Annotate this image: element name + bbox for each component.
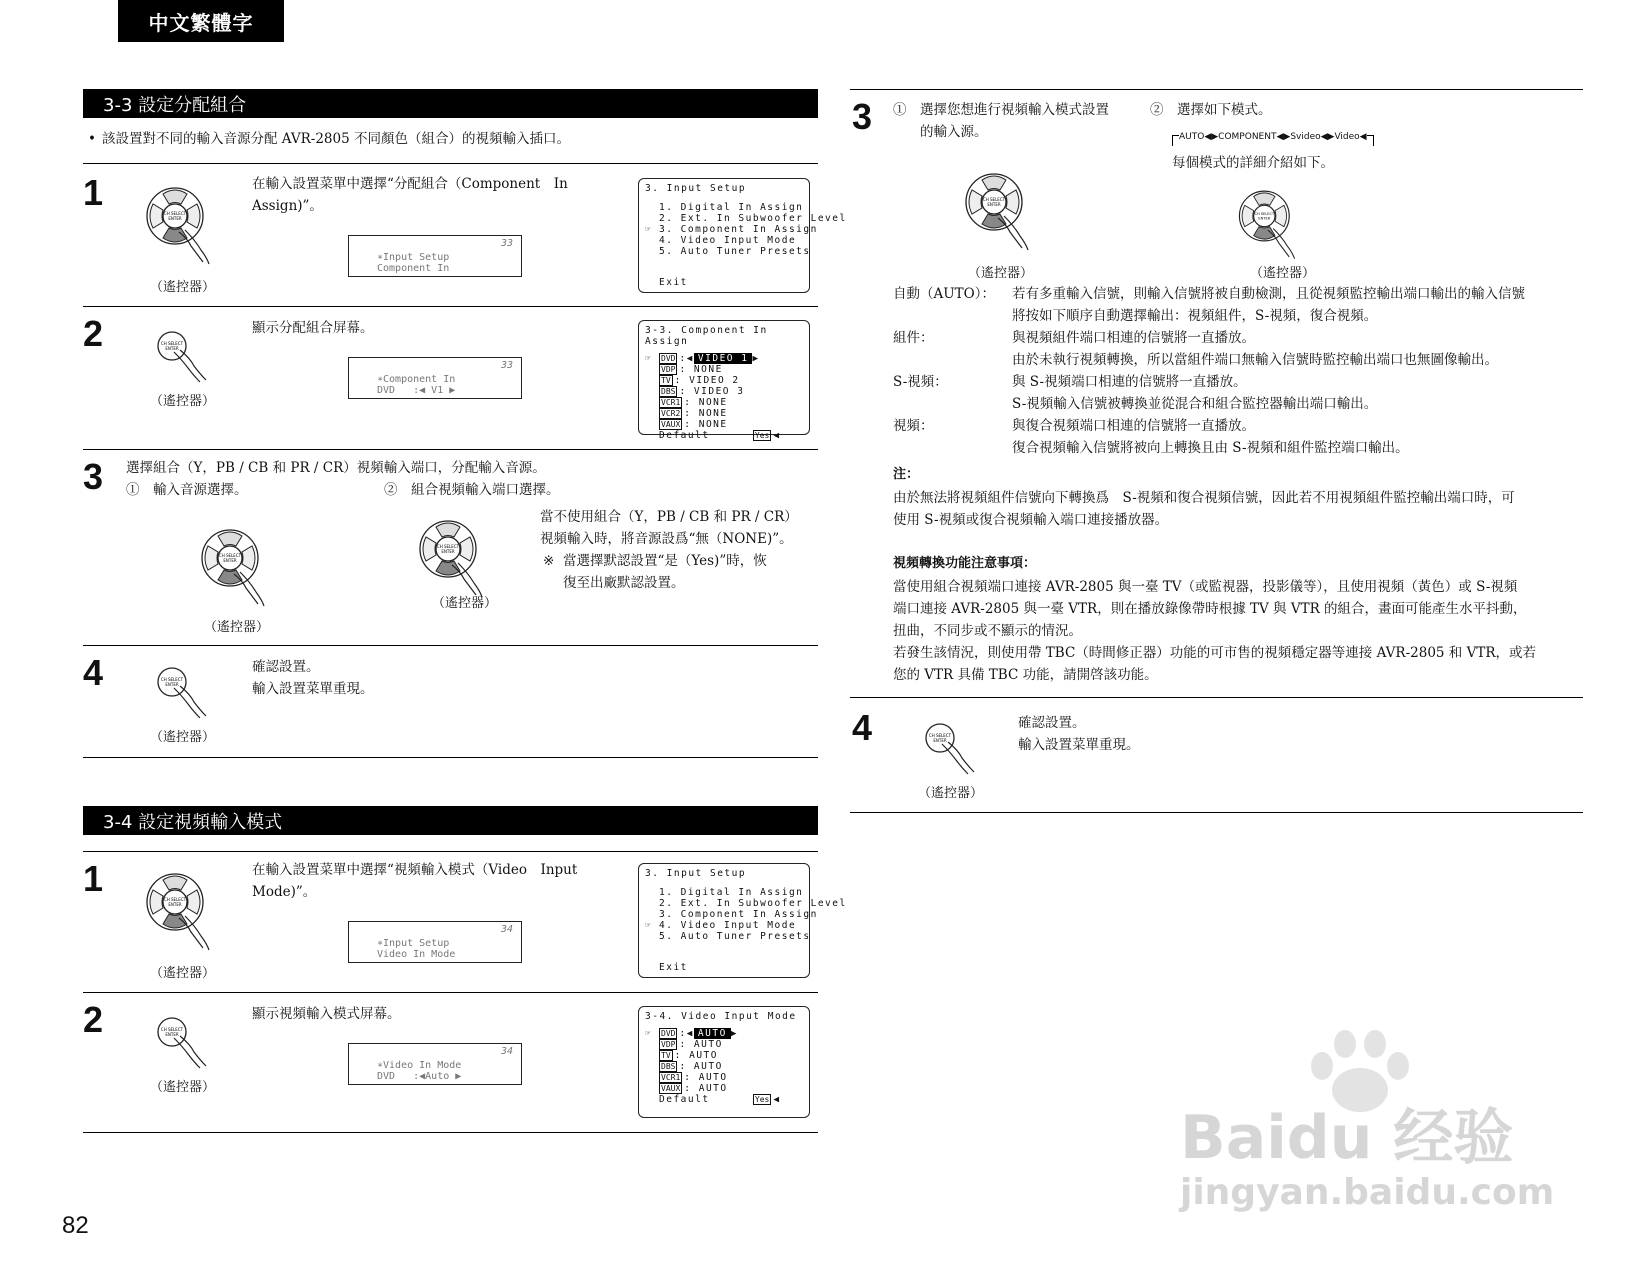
osd-row: VAUX : AUTO	[661, 1083, 728, 1094]
osd-value: AUTO	[698, 1083, 728, 1094]
mode-cycle-diagram: AUTO ◀▶ COMPONENT ◀▶ Svideo ◀▶ Video ◀	[1172, 130, 1374, 144]
remote-caption: （遙控器）	[1250, 266, 1316, 281]
source-box: DVD	[661, 354, 676, 363]
display-line: Video In Mode	[377, 949, 456, 960]
osd-item: 5. Auto Tuner Presets	[659, 246, 811, 257]
divider	[850, 697, 1583, 698]
osd-item: 3. Component In Assign	[659, 909, 818, 920]
divider	[83, 163, 818, 164]
osd-row: DBS : AUTO	[661, 1061, 723, 1072]
osd-default: Default Yes ◀	[659, 430, 781, 441]
remote-caption: （遙控器）	[968, 266, 1034, 281]
divider	[83, 306, 818, 307]
source-box: VAUX	[661, 420, 681, 429]
remote-dpad-icon	[143, 866, 213, 956]
osd-video-input-mode	[638, 1006, 810, 1118]
display-number: 34	[500, 924, 513, 935]
osd-row: ☞ DVD :◀ AUTO ▶	[645, 1028, 739, 1039]
divider	[850, 812, 1583, 813]
step-text: 顯示分配組合屏幕。	[252, 320, 374, 336]
sub-step: ② 選擇如下模式。	[1150, 102, 1272, 118]
remote-dpad-icon	[962, 166, 1032, 256]
source-box: DBS	[661, 1062, 676, 1071]
osd-value: AUTO	[698, 1072, 728, 1083]
bullet-dot: •	[88, 131, 96, 147]
pointer-hand-icon: ☞	[645, 224, 653, 235]
language-tab: 中文繁體字	[118, 0, 284, 42]
step-text: 在輸入設置菜單中選擇“視頻輸入模式（Video Input Mode)”。	[252, 862, 578, 900]
osd-row: VDP : AUTO	[661, 1039, 723, 1050]
osd-menu-input-setup	[638, 863, 847, 978]
divider	[83, 992, 818, 993]
osd-title: 3. Input Setup	[645, 183, 747, 194]
step-number: 1	[83, 858, 104, 899]
page-number: 82	[62, 1212, 89, 1239]
source-box: VAUX	[661, 1084, 681, 1093]
mode-cycle-item: COMPONENT	[1218, 132, 1277, 142]
note-text: 由於無法將視頻組件信號向下轉換爲 S-視頻和復合視頻信號，因此若不用視頻組件監控輸出端口時，可 使用 S-視頻或復合視頻輸入端口連接播放器。	[893, 490, 1515, 528]
osd-default-label: Default	[659, 1094, 710, 1105]
pointer-hand-icon: ☞	[645, 920, 653, 931]
display-line: ∗Input Setup	[377, 938, 450, 949]
source-box: VCR1	[661, 1073, 681, 1082]
note-text: 當不使用組合（Y，PB / CB 和 PR / CR） 視頻輸入時，將音源設爲“無（NONE)”。	[540, 509, 798, 547]
osd-item: 5. Auto Tuner Presets	[659, 931, 811, 942]
osd-default-label: Default	[659, 430, 710, 441]
step-text: 顯示視頻輸入模式屏幕。	[252, 1006, 401, 1022]
divider	[83, 757, 818, 758]
source-box: VCR2	[661, 409, 681, 418]
remote-dpad-icon	[143, 180, 213, 270]
mode-label: S-視頻：	[893, 374, 948, 390]
osd-item: 1. Digital In Assign	[659, 887, 804, 898]
osd-value: VIDEO 2	[689, 375, 740, 386]
mode-cycle-item: AUTO	[1179, 132, 1205, 142]
osd-value: NONE	[698, 397, 728, 408]
mode-label: 自動（AUTO）：	[893, 286, 995, 302]
display-line: DVD :◀ V1 ▶	[377, 385, 456, 396]
mode-cycle-item: Video	[1334, 132, 1360, 142]
divider	[83, 851, 818, 852]
selected-value: AUTO	[694, 1028, 731, 1039]
osd-row: ☞ DVD :◀ VIDEO 1 ▶	[645, 353, 760, 364]
front-display	[348, 1043, 522, 1085]
display-line: DVD :◀Auto ▶	[377, 1071, 462, 1082]
osd-value: AUTO	[693, 1039, 723, 1050]
display-line: ∗Component In	[377, 374, 456, 385]
osd-value: NONE	[698, 408, 728, 419]
osd-item	[645, 224, 818, 235]
osd-value: VIDEO 3	[693, 386, 745, 397]
remote-dpad-icon	[416, 513, 486, 603]
step-number: 2	[83, 313, 104, 354]
display-line: Component In	[377, 263, 450, 274]
osd-exit: Exit	[659, 277, 688, 288]
osd-title: 3. Input Setup	[645, 868, 747, 879]
remote-caption: （遙控器）	[150, 1080, 216, 1095]
step-number: 4	[83, 652, 104, 693]
pointer-hand-icon: ☞	[645, 353, 653, 364]
remote-caption: （遙控器）	[150, 280, 216, 295]
step-number: 1	[83, 172, 104, 213]
source-box: VDP	[661, 1040, 676, 1049]
step-text: 確認設置。 輸入設置菜單重現。	[1018, 715, 1140, 753]
remote-enter-icon	[150, 662, 210, 722]
osd-row: VCR1 : AUTO	[661, 1072, 728, 1083]
sub-step: ① 輸入音源選擇。	[126, 482, 248, 498]
source-box: VCR1	[661, 398, 681, 407]
remote-caption: （遙控器）	[432, 596, 498, 611]
source-box: VDP	[661, 365, 676, 374]
osd-row: VCR1 : NONE	[661, 397, 728, 408]
mode-cycle-item: Svideo	[1290, 132, 1321, 142]
step-number: 3	[83, 456, 104, 497]
remote-dpad-icon	[198, 522, 268, 612]
step-number: 3	[852, 96, 873, 137]
pointer-hand-icon: ☞	[645, 1028, 653, 1039]
display-number: 34	[500, 1046, 513, 1057]
osd-row: VDP : NONE	[661, 364, 723, 375]
mode-detail-intro: 每個模式的詳細介紹如下。	[1172, 155, 1334, 171]
mode-label: 視頻：	[893, 418, 934, 434]
source-box: DVD	[661, 1029, 676, 1038]
osd-exit: Exit	[659, 962, 688, 973]
step-number: 4	[852, 707, 873, 748]
yes-box: Yes	[754, 1095, 770, 1104]
sub-step: ② 組合視頻輸入端口選擇。	[384, 482, 560, 498]
osd-item	[645, 920, 803, 931]
mode-label: 組件：	[893, 330, 934, 346]
section-title-3-4: 3-4 設定視頻輸入模式	[83, 806, 818, 835]
osd-row: VCR2 : NONE	[661, 408, 728, 419]
remote-caption: （遙控器）	[150, 394, 216, 409]
step-number: 2	[83, 999, 104, 1040]
note-title: 注：	[893, 467, 920, 482]
osd-item: 2. Ext. In Subwoofer Level	[659, 898, 847, 909]
divider	[83, 449, 818, 450]
remote-caption: （遙控器）	[204, 620, 270, 635]
osd-row: VAUX : NONE	[661, 419, 728, 430]
osd-item-label: 3. Component In Assign	[659, 224, 818, 235]
front-display	[348, 921, 522, 963]
remote-enter-icon	[150, 326, 210, 386]
osd-component-assign	[638, 320, 810, 441]
caution-text: 當使用組合視頻端口連接 AVR-2805 與一臺 TV（或監視器，投影儀等），且使用視頻（黃色）或 S-視頻 端口連接 AVR-2805 與一臺 VTR，則在播放錄像帶時根據 TV 與 VTR 的組合，畫面可能產生水平抖動， 扭曲，不同步或不顯示的情況。 若發生該情況，則使用帶 TBC（時間修正器）功能的可市售的視頻穩定器等連接 AVR-2805 和 VTR，或若 您的 VTR 具備 TBC 功能，請開啓該功能。	[893, 579, 1536, 683]
mode-text: 與視頻組件端口相連的信號將一直播放。 由於未執行視頻轉換，所以當組件端口無輸入信號時監控輸出端口也無圖像輸出。	[1012, 330, 1498, 368]
section-bullet-text: 該設置對不同的輸入音源分配 AVR-2805 不同顏色（組合）的視頻輸入插口。	[102, 131, 570, 147]
osd-value: NONE	[693, 364, 723, 375]
caution-title: 視頻轉換功能注意事項：	[893, 556, 1037, 571]
divider	[83, 1132, 818, 1133]
section-title-3-3: 3-3 設定分配組合	[83, 89, 818, 118]
watermark-logo: Baidu 经验	[1180, 1103, 1514, 1173]
osd-item-label: 4. Video Input Mode	[659, 920, 797, 931]
display-number: 33	[500, 360, 513, 371]
osd-value: AUTO	[689, 1050, 718, 1061]
osd-menu-input-setup	[638, 178, 847, 293]
osd-default: Default Yes ◀	[659, 1094, 781, 1105]
osd-item: 4. Video Input Mode	[659, 235, 797, 246]
osd-row: DBS : VIDEO 3	[661, 386, 745, 397]
source-box: DBS	[661, 387, 676, 396]
remote-enter-icon	[918, 718, 978, 778]
osd-value: AUTO	[693, 1061, 723, 1072]
osd-row: TV : AUTO	[661, 1050, 718, 1061]
step-text: 選擇組合（Y，PB / CB 和 PR / CR）視頻輸入端口，分配輸入音源。	[126, 460, 546, 476]
note-text: 當選擇默認設置“是（Yes)”時，恢 復至出廠默認設置。	[563, 553, 767, 591]
remote-dpad-icon	[1232, 184, 1302, 264]
osd-row: TV : VIDEO 2	[661, 375, 740, 386]
divider	[83, 645, 818, 646]
osd-item: 2. Ext. In Subwoofer Level	[659, 213, 847, 224]
sub-step: ① 選擇您想進行視頻輸入模式設置 的輸入源。	[893, 102, 1109, 140]
display-line: ∗Input Setup	[377, 252, 450, 263]
watermark-url: jingyan.baidu.com	[1180, 1172, 1555, 1213]
display-line: ∗Video In Mode	[377, 1060, 462, 1071]
display-number: 33	[500, 238, 513, 249]
source-box: TV	[661, 376, 671, 385]
osd-title: 3-4. Video Input Mode	[645, 1011, 797, 1022]
mode-text: 若有多重輸入信號，則輸入信號將被自動檢測，且從視頻監控輸出端口輸出的輸入信號 將按如下順序自動選擇輸出：視頻組件，S-視頻，復合視頻。	[1012, 286, 1525, 324]
step-text: 在輸入設置菜單中選擇“分配組合（Component In Assign)”。	[252, 176, 568, 214]
source-box: TV	[661, 1051, 671, 1060]
remote-caption: （遙控器）	[150, 730, 216, 745]
mode-text: 與 S-視頻端口相連的信號將一直播放。 S-視頻輸入信號被轉換並從混合和組合監控器輸出端口輸出。	[1012, 374, 1378, 412]
remote-caption: （遙控器）	[150, 966, 216, 981]
front-display	[348, 357, 522, 399]
divider	[850, 89, 1583, 90]
remote-caption: （遙控器）	[918, 786, 984, 801]
selected-value: VIDEO 1	[694, 353, 753, 364]
mode-text: 與復合視頻端口相連的信號將一直播放。 復合視頻輸入信號將被向上轉換且由 S-視頻和組件監控端口輸出。	[1012, 418, 1409, 456]
note-mark: ※	[543, 553, 555, 569]
remote-enter-icon	[150, 1012, 210, 1072]
osd-value: NONE	[698, 419, 728, 430]
osd-item: 1. Digital In Assign	[659, 202, 804, 213]
front-display	[348, 235, 522, 277]
osd-title: 3-3. Component In Assign	[645, 325, 768, 347]
yes-box: Yes	[754, 431, 770, 440]
step-text: 確認設置。 輸入設置菜單重現。	[252, 659, 374, 697]
